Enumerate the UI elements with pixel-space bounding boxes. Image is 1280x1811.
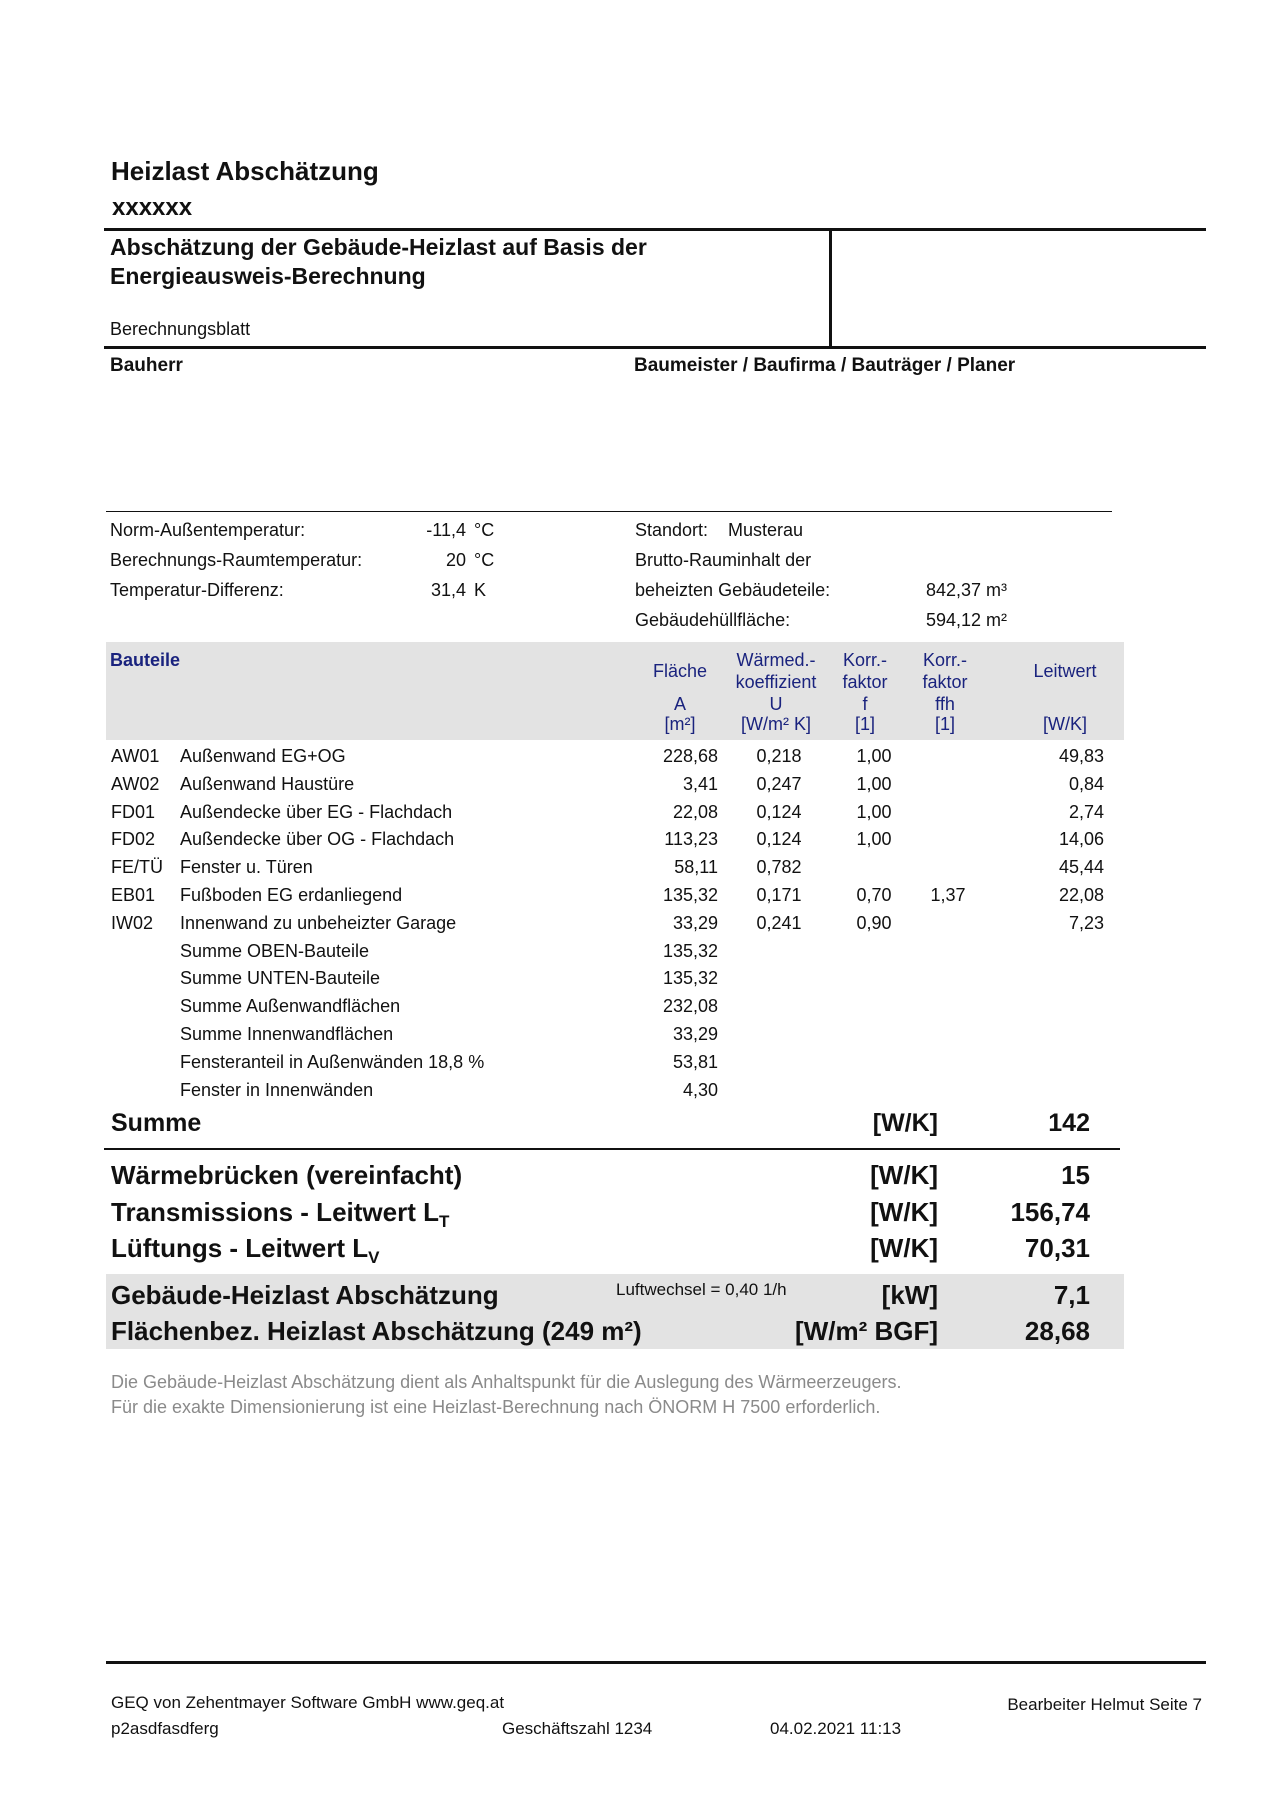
ventilation-label xyxy=(111,1233,379,1268)
row-u-value: 0,241 xyxy=(756,912,802,933)
row-f-factor: 1,00 xyxy=(856,801,892,822)
footer-project-code: p2asdfasdferg xyxy=(111,1719,219,1738)
row-u-value: 0,782 xyxy=(756,857,802,878)
norm-temp-value: -11,4 xyxy=(426,520,466,540)
row-code: IW02 xyxy=(111,912,154,933)
row-leitwert: 7,23 xyxy=(1068,912,1104,933)
transmission-label xyxy=(111,1197,449,1232)
col-header-u-line2: koeffizient xyxy=(735,672,817,692)
ventilation-value: 70,31 xyxy=(1024,1233,1090,1263)
volume-label-2: beheizten Gebäudeteile: xyxy=(635,580,831,600)
col-header-ffh-line1: Korr.- xyxy=(922,650,967,670)
temp-diff-label: Temperatur-Differenz: xyxy=(110,580,284,600)
col-header-area: Fläche xyxy=(652,661,708,681)
sum-label: Summe xyxy=(111,1109,202,1137)
row-f-factor: 0,70 xyxy=(856,885,892,905)
row-f-factor: 0,90 xyxy=(856,912,892,933)
row-name: Innenwand zu unbeheizter Garage xyxy=(180,912,457,933)
row-name: Fußboden EG erdanliegend xyxy=(180,885,403,905)
room-temp-unit: °C xyxy=(474,550,495,570)
row-code: AW01 xyxy=(111,746,160,766)
page-title: Heizlast Abschätzung xyxy=(111,156,379,186)
row-u-value: 0,247 xyxy=(756,773,802,794)
envelope-value: 594,12 m² xyxy=(926,610,1008,630)
footer-file-number: Geschäftszahl 1234 xyxy=(502,1719,653,1738)
sum-unit: [W/K] xyxy=(872,1109,938,1137)
row-leitwert: 2,74 xyxy=(1068,801,1104,822)
col-header-f-line1: Korr.- xyxy=(842,650,887,670)
note-line-1: Die Gebäude-Heizlast Abschätzung dient als Anhaltspunkt für die Auslegung des Wärmeerzeugers. xyxy=(111,1372,902,1392)
row-area: 4,30 xyxy=(682,1079,718,1100)
transmission-unit: [W/K] xyxy=(870,1197,938,1227)
row-name: Außendecke über OG - Flachdach xyxy=(180,829,455,850)
col-header-u-unit: [W/m² K] xyxy=(741,714,811,734)
builder-label: Baumeister / Baufirma / Bauträger / Planer xyxy=(634,355,1016,376)
ventilation-unit: [W/K] xyxy=(870,1233,938,1263)
row-code: AW02 xyxy=(111,773,160,794)
row-leitwert: 22,08 xyxy=(1058,885,1104,905)
col-header-u-line1: Wärmed.- xyxy=(736,650,816,670)
row-name: Außenwand Haustüre xyxy=(180,773,355,794)
row-f-factor: 1,00 xyxy=(856,773,892,794)
row-leitwert: 45,44 xyxy=(1058,857,1104,878)
row-leitwert: 14,06 xyxy=(1058,829,1104,850)
row-name: Summe Innenwandflächen xyxy=(180,1024,394,1044)
ventilation-subscript: V xyxy=(368,1248,380,1268)
location-label: Standort: xyxy=(635,520,709,540)
row-area: 33,29 xyxy=(672,912,718,933)
location-value: Musterau xyxy=(728,520,804,540)
transmission-subscript: T xyxy=(438,1212,450,1232)
footer-editor: Bearbeiter Helmut Seite 7 xyxy=(1007,1695,1202,1714)
area-load-unit: [W/m² BGF] xyxy=(795,1316,938,1346)
row-name: Außenwand EG+OG xyxy=(180,746,346,766)
row-code: EB01 xyxy=(111,885,156,905)
footer-rule xyxy=(106,1661,1206,1664)
norm-temp-label: Norm-Außentemperatur: xyxy=(110,520,306,540)
row-name: Fensteranteil in Außenwänden 18,8 % xyxy=(180,1051,485,1072)
transmission-value: 156,74 xyxy=(1010,1197,1090,1227)
params-top-rule xyxy=(106,511,1112,512)
air-change-note: Luftwechsel = 0,40 1/h xyxy=(616,1280,787,1299)
row-area: 135,32 xyxy=(662,940,718,961)
heading-line-2: Energieausweis-Berechnung xyxy=(110,263,426,289)
row-name: Summe Außenwandflächen xyxy=(180,996,401,1017)
row-area: 58,11 xyxy=(674,857,718,878)
row-f-factor: 1,00 xyxy=(856,746,892,766)
heating-load-label: Gebäude-Heizlast Abschätzung xyxy=(111,1280,499,1310)
footer-timestamp: 04.02.2021 11:13 xyxy=(770,1719,902,1738)
col-header-leitwert: Leitwert xyxy=(1033,661,1097,681)
row-code: FE/TÜ xyxy=(111,857,163,878)
row-area: 232,08 xyxy=(662,996,718,1017)
area-load-label: Flächenbez. Heizlast Abschätzung (249 m²) xyxy=(111,1316,642,1346)
col-header-ffh-symbol: ffh xyxy=(935,694,955,714)
temp-diff-value: 31,4 xyxy=(430,580,466,600)
col-header-f-unit: [1] xyxy=(854,714,875,734)
transmission-label-text: Transmissions - Leitwert L xyxy=(111,1197,439,1227)
volume-value: 842,37 m³ xyxy=(926,580,1008,600)
header-vertical-divider xyxy=(829,230,832,348)
sheet-label: Berechnungsblatt xyxy=(110,319,251,339)
volume-label-1: Brutto-Rauminhalt der xyxy=(635,550,812,570)
row-name: Fenster u. Türen xyxy=(180,857,313,878)
envelope-label: Gebäudehüllfläche: xyxy=(635,610,791,630)
thermal-bridges-unit: [W/K] xyxy=(870,1160,938,1190)
norm-temp-unit: °C xyxy=(474,520,495,540)
col-header-leitwert-unit: [W/K] xyxy=(1043,714,1087,734)
col-header-ffh-line2: faktor xyxy=(922,672,968,692)
sum-value: 142 xyxy=(1048,1109,1090,1137)
row-ffh-factor: 1,37 xyxy=(930,885,966,905)
col-header-component: Bauteile xyxy=(110,650,181,670)
row-leitwert: 49,83 xyxy=(1058,746,1104,766)
row-area: 135,32 xyxy=(662,885,718,905)
row-f-factor: 1,00 xyxy=(856,829,892,850)
row-area: 53,81 xyxy=(672,1051,718,1072)
col-header-area-unit: [m²] xyxy=(664,714,696,734)
row-u-value: 0,218 xyxy=(756,746,802,766)
row-u-value: 0,171 xyxy=(756,885,802,905)
col-header-u-symbol: U xyxy=(769,694,783,714)
heating-load-value: 7,1 xyxy=(1053,1280,1090,1310)
page-subtitle: xxxxxx xyxy=(112,194,193,221)
col-header-f-symbol: f xyxy=(862,694,868,714)
col-header-ffh-unit: [1] xyxy=(934,714,955,734)
row-area: 33,29 xyxy=(672,1024,718,1044)
thermal-bridges-value: 15 xyxy=(1061,1160,1090,1190)
row-name: Summe UNTEN-Bauteile xyxy=(180,968,381,989)
row-u-value: 0,124 xyxy=(756,801,802,822)
row-code: FD02 xyxy=(111,829,156,850)
col-header-area-symbol: A xyxy=(673,694,686,714)
temp-diff-unit: K xyxy=(474,580,487,600)
row-area: 113,23 xyxy=(664,829,718,850)
area-load-value: 28,68 xyxy=(1024,1316,1090,1346)
col-header-f-line2: faktor xyxy=(842,672,888,692)
row-code: FD01 xyxy=(111,801,156,822)
thermal-bridges-label: Wärmebrücken (vereinfacht) xyxy=(111,1160,463,1190)
heating-load-unit: [kW] xyxy=(881,1280,938,1310)
header-bottom-rule xyxy=(104,346,1206,349)
row-u-value: 0,124 xyxy=(756,829,802,850)
row-name: Außendecke über EG - Flachdach xyxy=(180,801,453,822)
note-line-2: Für die exakte Dimensionierung ist eine Heizlast-Berechnung nach ÖNORM H 7500 erforderlich. xyxy=(111,1397,881,1417)
room-temp-label: Berechnungs-Raumtemperatur: xyxy=(110,550,363,570)
row-area: 22,08 xyxy=(672,801,718,822)
client-label: Bauherr xyxy=(110,355,183,376)
heading-line-1: Abschätzung der Gebäude-Heizlast auf Basis der xyxy=(110,234,647,260)
row-name: Summe OBEN-Bauteile xyxy=(180,940,370,961)
row-area: 228,68 xyxy=(662,746,718,766)
row-area: 135,32 xyxy=(662,968,718,989)
header-top-rule xyxy=(104,228,1206,231)
ventilation-label-text: Lüftungs - Leitwert L xyxy=(111,1233,369,1263)
row-leitwert: 0,84 xyxy=(1068,773,1104,794)
footer-software: GEQ von Zehentmayer Software GmbH www.geq.at xyxy=(111,1693,505,1712)
sum-rule xyxy=(104,1148,1120,1150)
row-area: 3,41 xyxy=(682,773,718,794)
row-name: Fenster in Innenwänden xyxy=(180,1079,374,1100)
room-temp-value: 20 xyxy=(445,550,466,570)
